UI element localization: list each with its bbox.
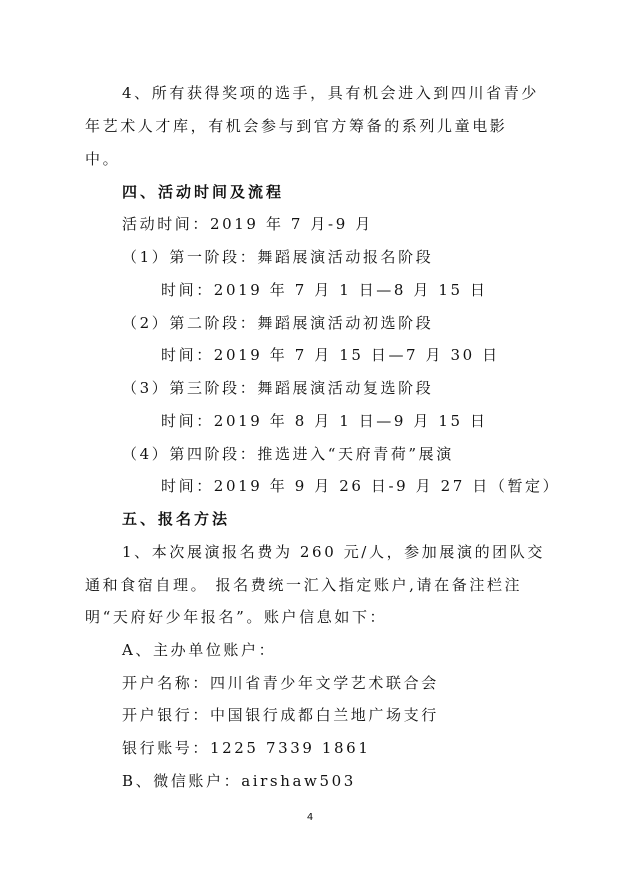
stage2-time: 时间：2019 年 7 月 15 日—7 月 30 日 xyxy=(161,346,500,364)
page-number: 4 xyxy=(306,812,314,823)
stage1-time: 时间：2019 年 7 月 1 日—8 月 15 日 xyxy=(161,281,488,299)
item4-line3: 中。 xyxy=(85,150,121,168)
account-name: 开户名称：四川省青少年文学艺术联合会 xyxy=(122,674,439,692)
stage4-label: （4）第四阶段：推选进入“天府青荷”展演 xyxy=(122,445,454,463)
stage4-time: 时间：2019 年 9 月 26 日-9 月 27 日（暂定） xyxy=(161,477,561,495)
account-b-wechat: B、微信账户：airshaw503 xyxy=(122,772,356,790)
section5-heading: 五、报名方法 xyxy=(122,510,231,528)
item4-line1: 4、所有获得奖项的选手，具有机会进入到四川省青少 xyxy=(122,84,539,102)
item4-line2: 年艺术人才库，有机会参与到官方筹备的系列儿童电影 xyxy=(85,117,508,135)
stage1-label: （1）第一阶段：舞蹈展演活动报名阶段 xyxy=(122,248,434,266)
stage2-label: （2）第二阶段：舞蹈展演活动初选阶段 xyxy=(122,314,434,332)
account-a-label: A、主办单位账户： xyxy=(122,641,277,659)
fee-line2: 通和食宿自理。 报名费统一汇入指定账户,请在备注栏注 xyxy=(85,576,523,594)
stage3-time: 时间：2019 年 8 月 1 日—9 月 15 日 xyxy=(161,412,488,430)
fee-line3: 明“天府好少年报名”。账户信息如下： xyxy=(85,608,388,626)
activity-time: 活动时间：2019 年 7 月-9 月 xyxy=(122,215,373,233)
account-bank: 开户银行：中国银行成都白兰地广场支行 xyxy=(122,706,439,724)
stage3-label: （3）第三阶段：舞蹈展演活动复选阶段 xyxy=(122,379,434,397)
account-number: 银行账号：1225 7339 1861 xyxy=(122,739,371,757)
fee-line1: 1、本次展演报名费为 260 元/人，参加展演的团队交 xyxy=(122,543,545,561)
section4-heading: 四、活动时间及流程 xyxy=(122,183,285,201)
